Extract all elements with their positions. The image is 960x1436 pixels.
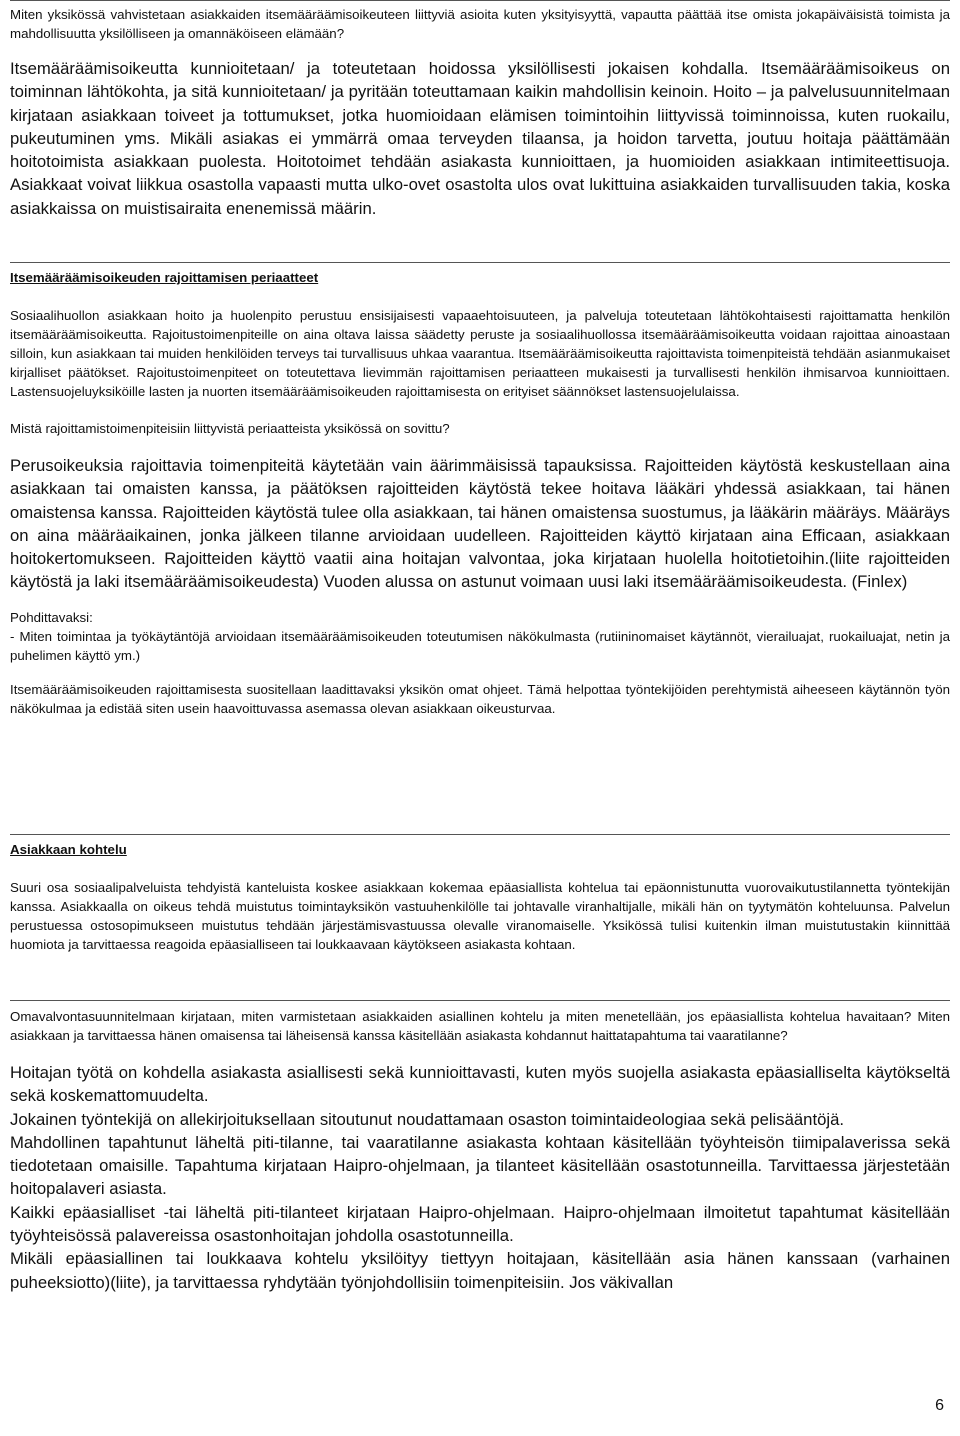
reflection-label: Pohdittavaksi: bbox=[10, 609, 93, 625]
section-self-determination bbox=[10, 0, 950, 220]
answer-self-determination: Itsemääräämisoikeutta kunnioitetaan/ ja toteutetaan hoidossa yksilöllisesti jokaisen kohdalla. Itsemääräämisoikeus on toiminnan lähtökohta, ja sitä kunnioitetaan/ ja pyritään toteuttamaan kaikin mahdollisin keinoin. Hoito – ja palvelusuunnitelmaan kirjataan asiakkaan toiveet ja tottumukset, jotka huomioidaan elämisen toimintoihin liittyvissä toiminnoissa, kuten ruokailu, pukeutuminen yms. Mikäli asiakas ei ymmärrä omaa terveyden tilaansa, ja hoidon tarvetta, joutuu hoitaja päättämään hoitotoimista asiakkaan puolesta. Hoitotoimet tehdään asiakasta kunnioittaen, ja huomioiden asiakkaan intimiteettisuoja. Asiakkaat voivat liikkua osastolla vapaasti mutta ulko-ovet osastolta ulos ovat lukittuina asiakkaiden turvallisuuden takia, koska asiakkaissa on muistisairaita enenemissä määrin. bbox=[10, 59, 950, 218]
question-self-determination: Miten yksikössä vahvistetaan asiakkaiden itsemääräämisoikeuteen liittyviä asioita kuten yksityisyyttä, vapautta päättää itse omista jokapäiväisistä toimista ja mahdollisuutta yksilölliseen ja omannäköiseen elämään? bbox=[10, 7, 950, 41]
section-treatment-plan bbox=[10, 1000, 950, 1294]
question-treatment-plan: Omavalvontasuunnitelmaan kirjataan, miten varmistetaan asiakkaiden asiallinen kohtelu ja miten menetellään, jos epäasiallista kohtelua havaitaan? Miten asiakkaan ja tarvittaessa hänen omaisensa tai läheisensä kanssa käsitellään asiakasta kohdannut haittatapahtuma tai vaaratilanne? bbox=[10, 1009, 950, 1043]
section-customer-treatment bbox=[10, 834, 950, 954]
reflection-text: - Miten toimintaa ja työkäytäntöjä arvioidaan itsemääräämisoikeuden toteutumisen näkökulmasta (rutiininomaiset käytännöt, vierailuajat, ruokailuajat, netin ja puhelimen käyttö ym.) bbox=[10, 628, 950, 663]
intro-customer-treatment: Suuri osa sosiaalipalveluista tehdyistä kanteluista koskee asiakkaan kokemaa epäasiallista kohtelua tai epäonnistunutta vuorovaikutustilannetta työntekijän kanssa. Asiakkaalla on oikeus tehdä muistutus toimintayksikön vastuuhenkilölle tai johtavalle viranhaltijalle, mikäli hän on tyytymätön kohteluunsa. Palvelun perustuessa ostosopimukseen muistutus tehdään järjestämisvastuussa olevalle viranomaiselle. Yksikössä tulisi kuitenkin ilman muistutustakin kiinnittää huomiota ja tarvittaessa reagoida epäasialliseen tai loukkaavaan käytökseen asiakasta kohtaan. bbox=[10, 880, 950, 952]
answer-paragraph: Hoitajan työtä on kohdella asiakasta asiallisesti sekä kunnioittavasti, kuten myös suojella asiakasta epäasialliselta käytökseltä sekä koskemattomuudelta. bbox=[10, 1063, 950, 1106]
heading-customer-treatment: Asiakkaan kohtelu bbox=[10, 842, 127, 857]
page-number: 6 bbox=[935, 1397, 944, 1414]
answer-treatment-plan bbox=[10, 1061, 950, 1294]
answer-paragraph: Kaikki epäasialliset -tai läheltä piti-tilanteet kirjataan Haipro-ohjelmaan. Haipro-ohjelmaan ilmoitetut tapahtumat käsitellään työyhteisössä palavereissa osastonhoitajan johdolla osastotunneilla. bbox=[10, 1202, 950, 1246]
intro-restriction-principles: Sosiaalihuollon asiakkaan hoito ja huolenpito perustuu ensisijaisesti vapaaehtoisuuteen, ja palveluja toteutetaan lähtökohtaisesti rajoittamatta henkilön itsemääräämisoikeutta. Rajoitustoimenpiteille on aina oltava laissa säädetty peruste ja sosiaalihuollossa itsemääräämisoikeutta voidaan rajoittaa ainoastaan silloin, kun asiakkaan tai muiden henkilöiden terveys tai turvallisuus uhkaa vaarantua. Itsemääräämisoikeutta rajoittavista toimenpiteistä tehdään asianmukaiset kirjalliset päätökset. Rajoitustoimenpiteet on toteutettava lievimmän rajoittamisen periaatteen mukaisesti ja turvallisesti henkilön ihmisarvoa kunnioittaen. Lastensuojeluyksiköille lasten ja nuorten itsemääräämisoikeuden rajoittamisesta on erityiset säännökset lastensuojelulaissa. bbox=[10, 308, 950, 399]
heading-restriction-principles: Itsemääräämisoikeuden rajoittamisen periaatteet bbox=[10, 270, 319, 285]
recommendation-text: Itsemääräämisoikeuden rajoittamisesta suositellaan laadittavaksi yksikön omat ohjeet. Tämä helpottaa työntekijöiden perehtymistä aiheeseen käytännön työn näkökulmaa ja edistää siten usein haavoittuvassa asemassa olevan asiakkaan oikeusturvaa. bbox=[10, 681, 950, 716]
answer-restriction-principles: Perusoikeuksia rajoittavia toimenpiteitä käytetään vain äärimmäisissä tapauksissa. Rajoitteiden käytöstä keskustellaan aina asiakkaan tai omaisten kanssa, ja päätöksen rajoitteiden käytöstä tekee hoitava lääkäri yhdessä asiakkaan, tai hänen omaistensa kanssa. Rajoitteiden käytöstä tulee olla asiakkaan, tai hänen omaistensa suostumus, ja lääkärin määräys. Määräys on aina määräaikainen, jonka jälkeen tilanne arvioidaan uudelleen. Rajoitteiden käyttö kirjataan aina Efficaan, asiakkaan hoitokertomukseen. Rajoitteiden käyttö vaatii aina hoitajan valvontaa, joka kirjataan huolella hoitotietoihin.(liite rajoitteiden käytöstä ja laki itsemääräämisoikeudesta) Vuoden alussa on astunut voimaan uusi laki itsemääräämisoikeudesta. (Finlex) bbox=[10, 456, 950, 592]
answer-paragraph: Mahdollinen tapahtunut läheltä piti-tilanne, tai vaaratilanne asiakasta kohtaan käsitellään työyhteisön tiimipalaverissa sekä tiedotetaan omaisille. Tapahtuma kirjataan Haipro-ohjelmaan, ja tilanteet käsitellään osastotunneilla. Tarvittaessa järjestetään hoitopalaveri asiasta. bbox=[10, 1132, 950, 1199]
section-restriction-principles bbox=[10, 262, 950, 718]
answer-paragraph: Mikäli epäasiallinen tai loukkaava kohtelu yksilöityy tiettyyn hoitajaan, käsitellään asia hänen kanssaan (varhainen puheeksiotto)(liite), ja tarvittaessa ryhdytään työnjohdollisiin toimenpiteisiin. Jos väkivallan bbox=[10, 1249, 950, 1292]
answer-paragraph: Jokainen työntekijä on allekirjoituksellaan sitoutunut noudattamaan osaston toimintaideologiaa sekä pelisääntöjä. bbox=[10, 1109, 844, 1129]
question-restriction-principles: Mistä rajoittamistoimenpiteisiin liittyvistä periaatteista yksikössä on sovittu? bbox=[10, 421, 450, 436]
